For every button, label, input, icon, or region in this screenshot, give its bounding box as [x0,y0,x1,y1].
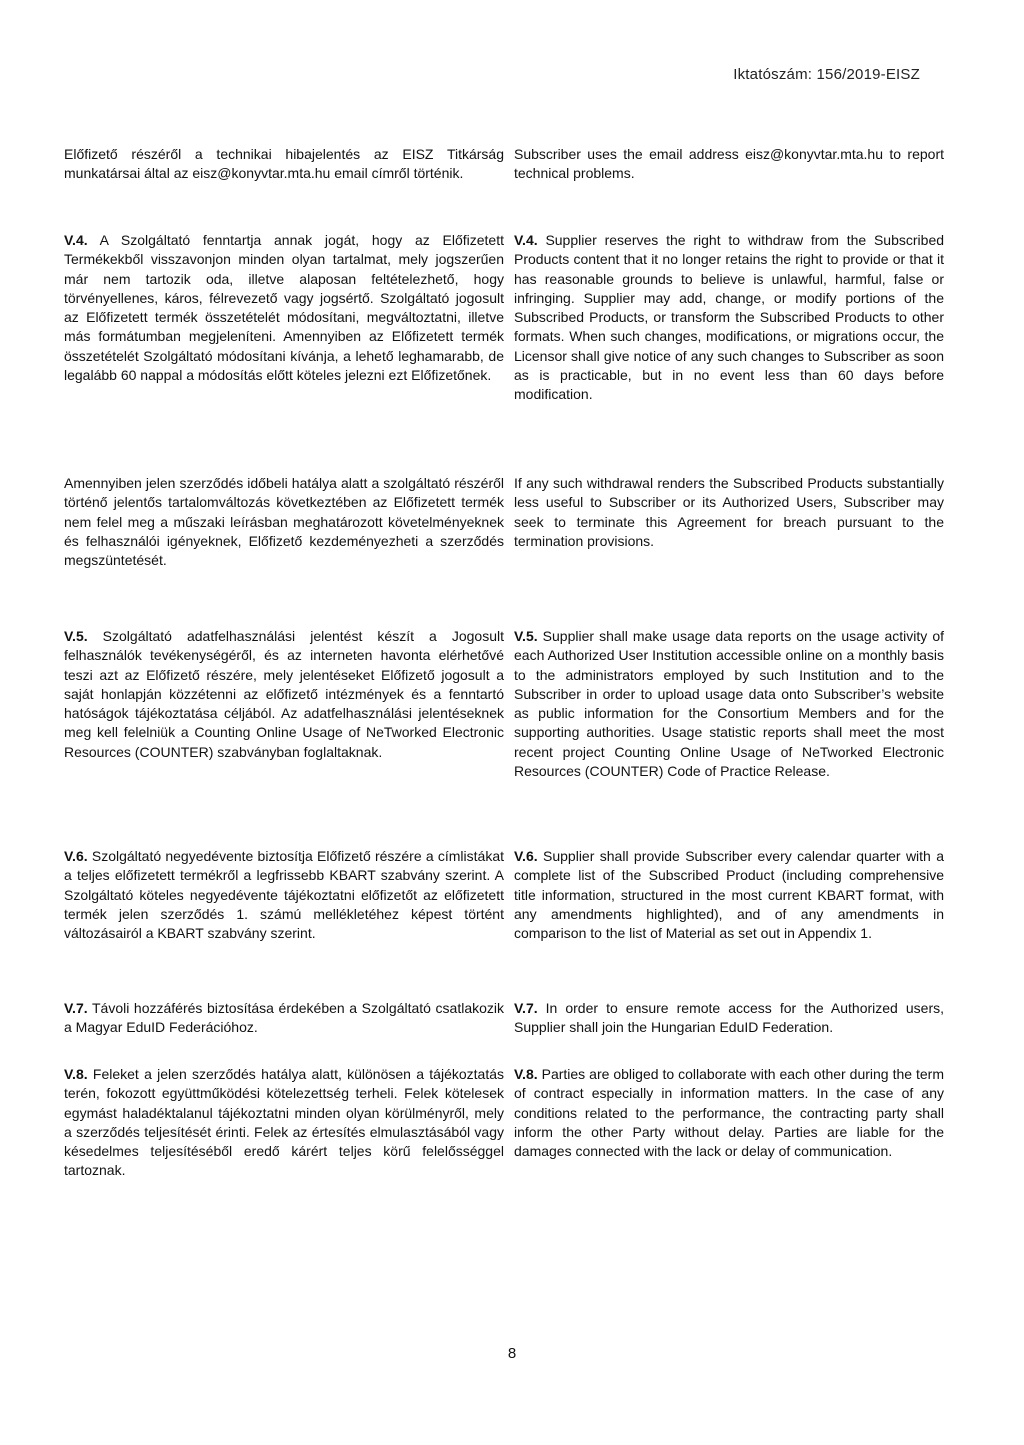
section-number: V.4. [514,232,538,248]
paragraph-text: Szolgáltató negyedévente biztosítja Előfizető részére a címlistákat a teljes előfizetett termékről a legfrissebb KBART szabvány szerint. A Szolgáltató köteles negyedévente tájékoztatni előfizetőt az előfizetett termék jelen szerződés 1. számú mellékletéhez képest történt változásairól a KBART szabvány szerint. [64,848,505,942]
section-number: V.7. [64,1000,88,1016]
hungarian-text-block [64,1065,504,1181]
paragraph-text: Távoli hozzáférés biztosítása érdekében a Szolgáltató csatlakozik a Magyar EduID Federációhoz. [64,1000,505,1036]
paragraph-text: Subscriber uses the email address eisz@konyvtar.mta.hu to report technical problems. [514,146,944,182]
section-number: V.4. [64,232,88,248]
paragraph-text: Szolgáltató adatfelhasználási jelentést készít a Jogosult felhasználók tevékenységéről, és az interneten havonta elérhetővé teszi azt az Előfizető részére, mely jelentéseket Előfizető jogosult a saját honlapján közzétenni az előfizető intézmények és a fenntartó hatóságok tájékoztatása céljából. Az adatfelhasználási jelentéseknek meg kell felelniük a Counting Online Usage of NeTworked Electronic Resources (COUNTER) szabványban foglaltaknak. [64,628,504,760]
paragraph-text: In order to ensure remote access for the Authorized users, Supplier shall join the Hungarian EduID Federation. [514,1000,944,1036]
hungarian-text-block [64,145,504,184]
document-reference-number: Iktatószám: 156/2019-EISZ [733,66,920,83]
section-number: V.7. [514,1000,538,1016]
hungarian-text-block [64,627,504,762]
hungarian-text-block [64,999,504,1038]
hungarian-text-block [64,231,504,385]
section-number: V.5. [514,628,538,644]
english-text-block [514,627,944,781]
english-text-block [514,231,944,405]
paragraph-text: Feleket a jelen szerződés hatálya alatt, különösen a tájékoztatás terén, fokozott együttműködési kötelezettség terheli. Felek kötelesek egymást haladéktalanul tájékoztatni minden olyan körülményről, mely a szerződés teljesítését érinti. Felek az értesítés elmulasztásából vagy késedelmes teljesítéséből eredő kárért teljes körű felelősséggel tartoznak. [64,1066,504,1179]
page-number: 8 [507,1345,517,1362]
section-number: V.8. [514,1066,538,1082]
section-number: V.6. [64,848,88,864]
paragraph-text: Előfizető részéről a technikai hibajelentés az EISZ Titkárság munkatársai által az eisz@konyvtar.mta.hu email címről történik. [64,146,504,182]
hungarian-text-block [64,847,504,943]
section-number: V.8. [64,1066,88,1082]
english-text-block [514,145,944,184]
english-text-block [514,847,944,943]
paragraph-text: If any such withdrawal renders the Subscribed Products substantially less useful to Subscriber or its Authorized Users, Subscriber may seek to terminate this Agreement for breach pursuant to the termination provisions. [514,475,944,549]
english-text-block [514,1065,944,1161]
section-number: V.6. [514,848,538,864]
paragraph-text: Parties are obliged to collaborate with each other during the term of contract especially in information matters. In the case of any conditions related to the performance, the contracting party shall inform the other Party without delay. Parties are liable for the damages connected with the lack or delay of communication. [514,1066,944,1160]
english-text-block [514,474,944,551]
hungarian-text-block [64,474,504,570]
paragraph-text: Supplier reserves the right to withdraw from the Subscribed Products content that it no longer retains the right to provide or that it has reasonable grounds to believe is unlawful, harmful, false or infringing. Supplier may add, change, or modify portions of the Subscribed Products, or transform the Subscribed Products to other formats. When such changes, modifications, or migrations occur, the Licensor shall give notice of any such changes to Subscriber as soon as is practicable, but in no event less than 60 days before modification. [514,232,945,403]
paragraph-text: Supplier shall make usage data reports on the usage activity of each Authorized User Institution accessible online on a monthly basis to the administrators employed by such Institution and to the Subscriber in order to upload usage data onto Subscriber’s website as public information for the Consortium Members and for the supporting authorities. Usage statistic reports shall meet the most recent project Counting Online Usage of NeTworked Electronic Resources (COUNTER) Code of Practice Release. [514,628,945,780]
english-text-block [514,999,944,1038]
paragraph-text: Supplier shall provide Subscriber every calendar quarter with a complete list of the Subscribed Product (including comprehensive title information, structured in the most current KBART format, with any amendments highlighted), and of any amendments in comparison to the list of Material as set out in Appendix 1. [514,848,945,942]
paragraph-text: A Szolgáltató fenntartja annak jogát, hogy az Előfizetett Termékekből visszavonjon minden olyan tartalmat, mely jogszerűen már nem tartozik oda, illetve alaposan feltételezhető, hogy törvényellenes, káros, félrevezető vagy jogsértő. Szolgáltató jogosult az Előfizetett termék összetételét módosítani, megváltoztatni, illetve más formátumban megjeleníteni. Amennyiben az Előfizetett termék összetételét Szolgáltató módosítani kívánja, a lehető leghamarabb, de legalább 60 nappal a módosítás előtt köteles jelezni ezt Előfizetőnek. [64,232,504,384]
section-number: V.5. [64,628,88,644]
paragraph-text: Amennyiben jelen szerződés időbeli hatálya alatt a szolgáltató részéről történő jelentős tartalomváltozás következtében az Előfizetett termék nem felel meg a műszaki leírásban meghatározott követelményeknek és felhasználói igényeknek, Előfizető kezdeményezheti a szerződés megszüntetését. [64,475,504,569]
